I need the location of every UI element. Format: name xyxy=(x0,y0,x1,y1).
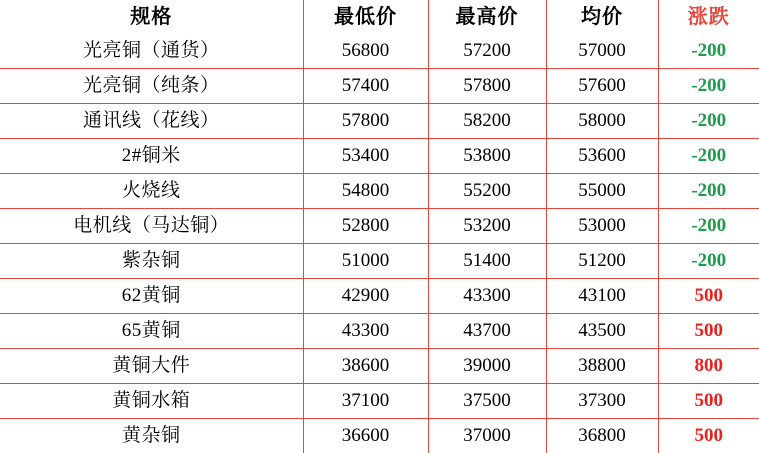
cell-spec: 通讯线（花线） xyxy=(0,104,303,139)
cell-change: -200 xyxy=(658,139,759,174)
column-header-spec: 规格 xyxy=(0,0,303,34)
cell-spec: 62黄铜 xyxy=(0,279,303,314)
cell-average-price: 58000 xyxy=(546,104,658,139)
cell-change: 800 xyxy=(658,349,759,384)
cell-high-price: 57200 xyxy=(428,34,546,69)
cell-spec: 电机线（马达铜） xyxy=(0,209,303,244)
cell-high-price: 51400 xyxy=(428,244,546,279)
cell-spec: 2#铜米 xyxy=(0,139,303,174)
cell-average-price: 57000 xyxy=(546,34,658,69)
table-row xyxy=(0,209,759,244)
cell-high-price: 58200 xyxy=(428,104,546,139)
table-row xyxy=(0,419,759,453)
table-header xyxy=(0,0,759,34)
cell-low-price: 42900 xyxy=(303,279,428,314)
column-header-low-price: 最低价 xyxy=(303,0,428,34)
cell-change: -200 xyxy=(658,209,759,244)
table-row xyxy=(0,69,759,104)
cell-high-price: 37500 xyxy=(428,384,546,419)
cell-high-price: 55200 xyxy=(428,174,546,209)
cell-change: -200 xyxy=(658,34,759,69)
cell-change: -200 xyxy=(658,104,759,139)
cell-low-price: 52800 xyxy=(303,209,428,244)
cell-change: -200 xyxy=(658,69,759,104)
cell-high-price: 53200 xyxy=(428,209,546,244)
cell-low-price: 38600 xyxy=(303,349,428,384)
table-row xyxy=(0,349,759,384)
table-row xyxy=(0,279,759,314)
cell-change: 500 xyxy=(658,279,759,314)
cell-change: 500 xyxy=(658,314,759,349)
table-row xyxy=(0,104,759,139)
cell-average-price: 37300 xyxy=(546,384,658,419)
cell-spec: 黄杂铜 xyxy=(0,419,303,453)
cell-spec: 光亮铜（通货） xyxy=(0,34,303,69)
cell-high-price: 37000 xyxy=(428,419,546,453)
cell-average-price: 53000 xyxy=(546,209,658,244)
cell-low-price: 51000 xyxy=(303,244,428,279)
column-header-average-price: 均价 xyxy=(546,0,658,34)
table-body xyxy=(0,34,759,453)
cell-spec: 紫杂铜 xyxy=(0,244,303,279)
cell-low-price: 54800 xyxy=(303,174,428,209)
table-row xyxy=(0,384,759,419)
table-row xyxy=(0,244,759,279)
cell-average-price: 43100 xyxy=(546,279,658,314)
cell-spec: 火烧线 xyxy=(0,174,303,209)
cell-average-price: 43500 xyxy=(546,314,658,349)
cell-low-price: 43300 xyxy=(303,314,428,349)
cell-change: -200 xyxy=(658,174,759,209)
column-header-high-price: 最高价 xyxy=(428,0,546,34)
cell-high-price: 53800 xyxy=(428,139,546,174)
cell-low-price: 57400 xyxy=(303,69,428,104)
cell-change: 500 xyxy=(658,384,759,419)
cell-low-price: 36600 xyxy=(303,419,428,453)
cell-low-price: 57800 xyxy=(303,104,428,139)
cell-high-price: 39000 xyxy=(428,349,546,384)
cell-spec: 光亮铜（纯条） xyxy=(0,69,303,104)
cell-average-price: 51200 xyxy=(546,244,658,279)
cell-high-price: 43300 xyxy=(428,279,546,314)
column-header-change: 涨跌 xyxy=(658,0,759,34)
table-row xyxy=(0,174,759,209)
table-row xyxy=(0,139,759,174)
cell-low-price: 53400 xyxy=(303,139,428,174)
cell-change: -200 xyxy=(658,244,759,279)
cell-average-price: 57600 xyxy=(546,69,658,104)
cell-spec: 黄铜大件 xyxy=(0,349,303,384)
cell-average-price: 38800 xyxy=(546,349,658,384)
cell-change: 500 xyxy=(658,419,759,453)
table-row xyxy=(0,314,759,349)
cell-high-price: 43700 xyxy=(428,314,546,349)
cell-spec: 65黄铜 xyxy=(0,314,303,349)
table-row xyxy=(0,34,759,69)
table-header-row xyxy=(0,0,759,34)
cell-low-price: 56800 xyxy=(303,34,428,69)
cell-low-price: 37100 xyxy=(303,384,428,419)
cell-average-price: 55000 xyxy=(546,174,658,209)
cell-spec: 黄铜水箱 xyxy=(0,384,303,419)
cell-average-price: 36800 xyxy=(546,419,658,453)
cell-average-price: 53600 xyxy=(546,139,658,174)
cell-high-price: 57800 xyxy=(428,69,546,104)
